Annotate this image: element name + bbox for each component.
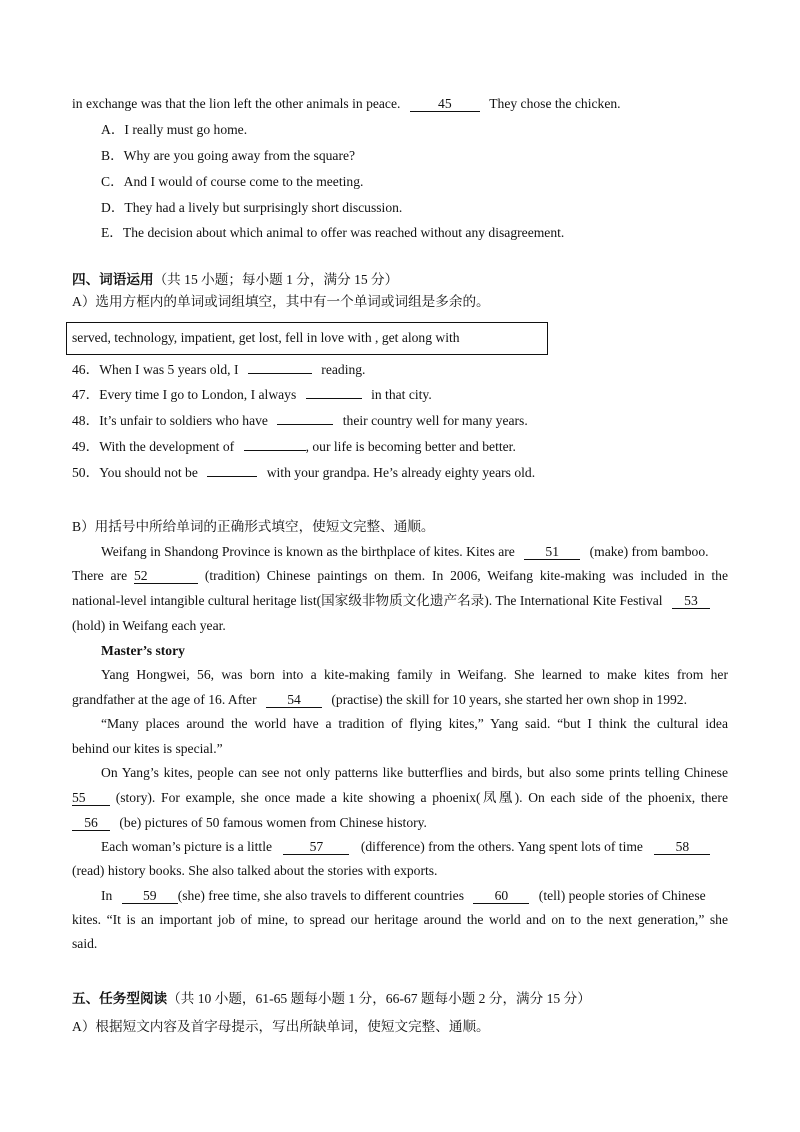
answer-blank[interactable]	[207, 476, 257, 477]
subtitle: Master’s story	[101, 643, 185, 658]
question-47: 47．Every time I go to London, I always in that city.	[72, 387, 432, 402]
passage-line: Each woman’s picture is a little 57 (difference) from the others. Yang spent lots of time 58	[101, 838, 743, 856]
passage-line: said.	[72, 936, 98, 951]
passage-line: (read) history books. She also talked about the stories with exports.	[72, 863, 438, 878]
section4-part-b-instruction: B）用括号中所给单词的正确形式填空，使短文完整、通顺。	[72, 519, 435, 534]
section4-part-a-instruction: A）选用方框内的单词或词组填空，其中有一个单词或词组是多余的。	[72, 294, 490, 309]
passage-line: national-level intangible cultural heritage list(国家级非物质文化遗产名录). The International Kite Festival 53	[72, 592, 728, 610]
blank-52: 52	[134, 568, 198, 584]
passage-line: (hold) in Weifang each year.	[72, 618, 226, 633]
passage-end-line: in exchange was that the lion left the other animals in peace. 45 They chose the chicken.	[72, 96, 621, 111]
question-50: 50．You should not be with your grandpa. He’s already eighty years old.	[72, 465, 536, 480]
question-46: 46．When I was 5 years old, I reading.	[72, 362, 366, 377]
passage-line: Weifang in Shandong Province is known as the birthplace of kites. Kites are 51 (make) from bamboo.	[101, 544, 709, 559]
option-b: B．Why are you going away from the square?	[101, 148, 356, 163]
option-e: E．The decision about which animal to offer was reached without any disagreement.	[101, 225, 565, 240]
blank-57: 57	[283, 839, 349, 855]
blank-55: 55	[72, 790, 110, 806]
passage-line: 55 (story). For example, she once made a kite showing a phoenix(凤凰). On each side of the phoenix, there	[72, 790, 728, 805]
blank-51: 51	[524, 544, 580, 560]
blank-60: 60	[473, 888, 529, 904]
section4-heading: 四、词语运用（共 15 小题；每小题 1 分，满分 15 分）	[72, 272, 399, 287]
blank-56: 56	[72, 815, 110, 831]
option-a: A．I really must go home.	[101, 122, 248, 137]
blank-45: 45	[410, 96, 480, 112]
passage-line: grandfather at the age of 16. After 54 (practise) the skill for 10 years, she started her own shop in 1992.	[72, 692, 688, 707]
question-49: 49．With the development of , our life is becoming better and better.	[72, 439, 516, 454]
answer-blank[interactable]	[306, 398, 362, 399]
answer-blank[interactable]	[244, 450, 306, 451]
blank-58: 58	[654, 839, 710, 855]
option-d: D．They had a lively but surprisingly short discussion.	[101, 200, 403, 215]
question-48: 48．It’s unfair to soldiers who have their country well for many years.	[72, 413, 528, 428]
passage-line: On Yang’s kites, people can see not only patterns like butterflies and birds, but also some prints telling Chinese	[101, 765, 728, 780]
answer-blank[interactable]	[248, 373, 312, 374]
passage-line: 56 (be) pictures of 50 famous women from Chinese history.	[72, 814, 728, 832]
word-box: served, technology, impatient, get lost, fell in love with , get along with	[66, 322, 548, 355]
option-c: C．And I would of course come to the meeting.	[101, 174, 364, 189]
answer-blank[interactable]	[277, 424, 333, 425]
section5-part-a-instruction: A）根据短文内容及首字母提示，写出所缺单词，使短文完整、通顺。	[72, 1019, 490, 1034]
blank-59: 59	[122, 888, 178, 904]
blank-54: 54	[266, 692, 322, 708]
passage-line: In 59 (she) free time, she also travels to different countries 60 (tell) people stories of Chinese	[101, 888, 706, 903]
passage-line: Yang Hongwei, 56, was born into a kite-making family in Weifang. She learned to make kites from her	[101, 667, 728, 682]
passage-line: There are 52 (tradition) Chinese paintings on them. In 2006, Weifang kite-making was included in the	[72, 568, 729, 583]
passage-line: kites. “It is an important job of mine, to spread our heritage around the world and on to the next generation,” she	[72, 912, 728, 927]
blank-53: 53	[672, 593, 710, 609]
passage-line: behind our kites is special.”	[72, 741, 223, 756]
passage-line: “Many places around the world have a tradition of flying kites,” Yang said. “but I think the cultural idea	[101, 716, 728, 731]
section5-heading: 五、任务型阅读（共 10 小题，61-65 题每小题 1 分，66-67 题每小题 2 分，满分 15 分）	[72, 991, 591, 1006]
